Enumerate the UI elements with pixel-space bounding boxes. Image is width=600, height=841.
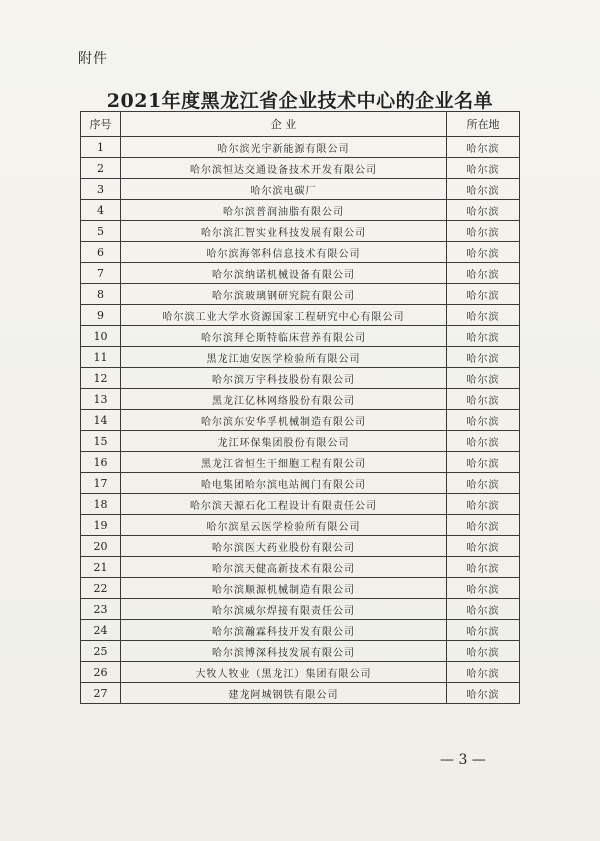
location-cell: 哈尔滨: [447, 221, 520, 242]
table-row: [81, 326, 520, 347]
table-row: [81, 683, 520, 704]
enterprise-name-cell: 哈尔滨博深科技发展有限公司: [121, 641, 447, 662]
enterprise-name-cell: 哈尔滨工业大学水资源国家工程研究中心有限公司: [121, 305, 447, 326]
location-cell: 哈尔滨: [447, 305, 520, 326]
row-number-cell: 14: [81, 410, 121, 431]
enterprise-name-cell: 哈尔滨普润油脂有限公司: [121, 200, 447, 221]
enterprise-name-cell: 哈尔滨天健高新技术有限公司: [121, 557, 447, 578]
enterprise-name-cell: 哈尔滨电碳厂: [121, 179, 447, 200]
column-header-enterprise: 企 业: [121, 112, 447, 137]
location-cell: 哈尔滨: [447, 347, 520, 368]
location-cell: 哈尔滨: [447, 557, 520, 578]
location-cell: 哈尔滨: [447, 137, 520, 158]
location-cell: 哈尔滨: [447, 452, 520, 473]
row-number-cell: 21: [81, 557, 121, 578]
row-number-cell: 17: [81, 473, 121, 494]
enterprise-name-cell: 哈尔滨汇智实业科技发展有限公司: [121, 221, 447, 242]
location-cell: 哈尔滨: [447, 431, 520, 452]
location-cell: 哈尔滨: [447, 158, 520, 179]
table-row: [81, 452, 520, 473]
row-number-cell: 2: [81, 158, 121, 179]
table-row: [81, 620, 520, 641]
table-row: [81, 242, 520, 263]
table-row: [81, 221, 520, 242]
location-cell: 哈尔滨: [447, 662, 520, 683]
row-number-cell: 16: [81, 452, 121, 473]
row-number-cell: 1: [81, 137, 121, 158]
table-row: [81, 431, 520, 452]
row-number-cell: 6: [81, 242, 121, 263]
row-number-cell: 20: [81, 536, 121, 557]
row-number-cell: 13: [81, 389, 121, 410]
table-row: [81, 557, 520, 578]
enterprise-name-cell: 哈尔滨海邻科信息技术有限公司: [121, 242, 447, 263]
location-cell: 哈尔滨: [447, 641, 520, 662]
row-number-cell: 27: [81, 683, 121, 704]
row-number-cell: 3: [81, 179, 121, 200]
location-cell: 哈尔滨: [447, 578, 520, 599]
table-row: [81, 179, 520, 200]
location-cell: 哈尔滨: [447, 284, 520, 305]
enterprise-name-cell: 哈尔滨瀚霖科技开发有限公司: [121, 620, 447, 641]
row-number-cell: 15: [81, 431, 121, 452]
enterprise-name-cell: 哈尔滨拜仑斯特临床营养有限公司: [121, 326, 447, 347]
location-cell: 哈尔滨: [447, 242, 520, 263]
table-row: [81, 662, 520, 683]
table-row: [81, 368, 520, 389]
table-row: [81, 641, 520, 662]
table-row: [81, 410, 520, 431]
enterprise-name-cell: 哈尔滨东安华孚机械制造有限公司: [121, 410, 447, 431]
row-number-cell: 5: [81, 221, 121, 242]
location-cell: 哈尔滨: [447, 410, 520, 431]
table-row: [81, 599, 520, 620]
row-number-cell: 19: [81, 515, 121, 536]
table-row: [81, 263, 520, 284]
enterprise-name-cell: 哈尔滨光宇新能源有限公司: [121, 137, 447, 158]
table-row: [81, 284, 520, 305]
enterprise-name-cell: 大牧人牧业（黑龙江）集团有限公司: [121, 662, 447, 683]
row-number-cell: 23: [81, 599, 121, 620]
location-cell: 哈尔滨: [447, 389, 520, 410]
enterprise-name-cell: 建龙阿城钢铁有限公司: [121, 683, 447, 704]
enterprise-name-cell: 哈电集团哈尔滨电站阀门有限公司: [121, 473, 447, 494]
location-cell: 哈尔滨: [447, 620, 520, 641]
table-row: [81, 473, 520, 494]
row-number-cell: 11: [81, 347, 121, 368]
enterprise-name-cell: 哈尔滨医大药业股份有限公司: [121, 536, 447, 557]
table-row: [81, 389, 520, 410]
location-cell: 哈尔滨: [447, 473, 520, 494]
row-number-cell: 25: [81, 641, 121, 662]
enterprise-name-cell: 哈尔滨纳诺机械设备有限公司: [121, 263, 447, 284]
attachment-label: 附件: [78, 51, 108, 67]
row-number-cell: 7: [81, 263, 121, 284]
row-number-cell: 26: [81, 662, 121, 683]
enterprise-name-cell: 哈尔滨顺源机械制造有限公司: [121, 578, 447, 599]
column-header-location: 所在地: [447, 112, 520, 137]
row-number-cell: 4: [81, 200, 121, 221]
enterprise-name-cell: 哈尔滨天源石化工程设计有限责任公司: [121, 494, 447, 515]
row-number-cell: 18: [81, 494, 121, 515]
table-header-row: [81, 112, 520, 137]
enterprise-name-cell: 哈尔滨威尔焊接有限责任公司: [121, 599, 447, 620]
enterprise-name-cell: 哈尔滨万宇科技股份有限公司: [121, 368, 447, 389]
table-row: [81, 137, 520, 158]
row-number-cell: 24: [81, 620, 121, 641]
row-number-cell: 8: [81, 284, 121, 305]
location-cell: 哈尔滨: [447, 515, 520, 536]
row-number-cell: 12: [81, 368, 121, 389]
enterprise-name-cell: 哈尔滨星云医学检验所有限公司: [121, 515, 447, 536]
row-number-cell: 22: [81, 578, 121, 599]
table-row: [81, 536, 520, 557]
location-cell: 哈尔滨: [447, 263, 520, 284]
enterprise-name-cell: 哈尔滨玻璃钢研究院有限公司: [121, 284, 447, 305]
column-header-number: 序号: [81, 112, 121, 137]
location-cell: 哈尔滨: [447, 200, 520, 221]
table-row: [81, 347, 520, 368]
location-cell: 哈尔滨: [447, 179, 520, 200]
table-row: [81, 200, 520, 221]
location-cell: 哈尔滨: [447, 536, 520, 557]
table-row: [81, 305, 520, 326]
enterprise-table: [80, 111, 520, 704]
row-number-cell: 10: [81, 326, 121, 347]
location-cell: 哈尔滨: [447, 599, 520, 620]
table-row: [81, 578, 520, 599]
location-cell: 哈尔滨: [447, 494, 520, 515]
table-row: [81, 494, 520, 515]
enterprise-name-cell: 黑龙江迪安医学检验所有限公司: [121, 347, 447, 368]
enterprise-name-cell: 黑龙江亿林网络股份有限公司: [121, 389, 447, 410]
location-cell: 哈尔滨: [447, 683, 520, 704]
location-cell: 哈尔滨: [447, 368, 520, 389]
page-title: 2021年度黑龙江省企业技术中心的企业名单: [106, 90, 494, 112]
location-cell: 哈尔滨: [447, 326, 520, 347]
table-row: [81, 158, 520, 179]
table-row: [81, 515, 520, 536]
enterprise-name-cell: 龙江环保集团股份有限公司: [121, 431, 447, 452]
enterprise-name-cell: 哈尔滨恒达交通设备技术开发有限公司: [121, 158, 447, 179]
page-number: — 3 —: [440, 752, 486, 768]
enterprise-name-cell: 黑龙江省恒生干细胞工程有限公司: [121, 452, 447, 473]
row-number-cell: 9: [81, 305, 121, 326]
